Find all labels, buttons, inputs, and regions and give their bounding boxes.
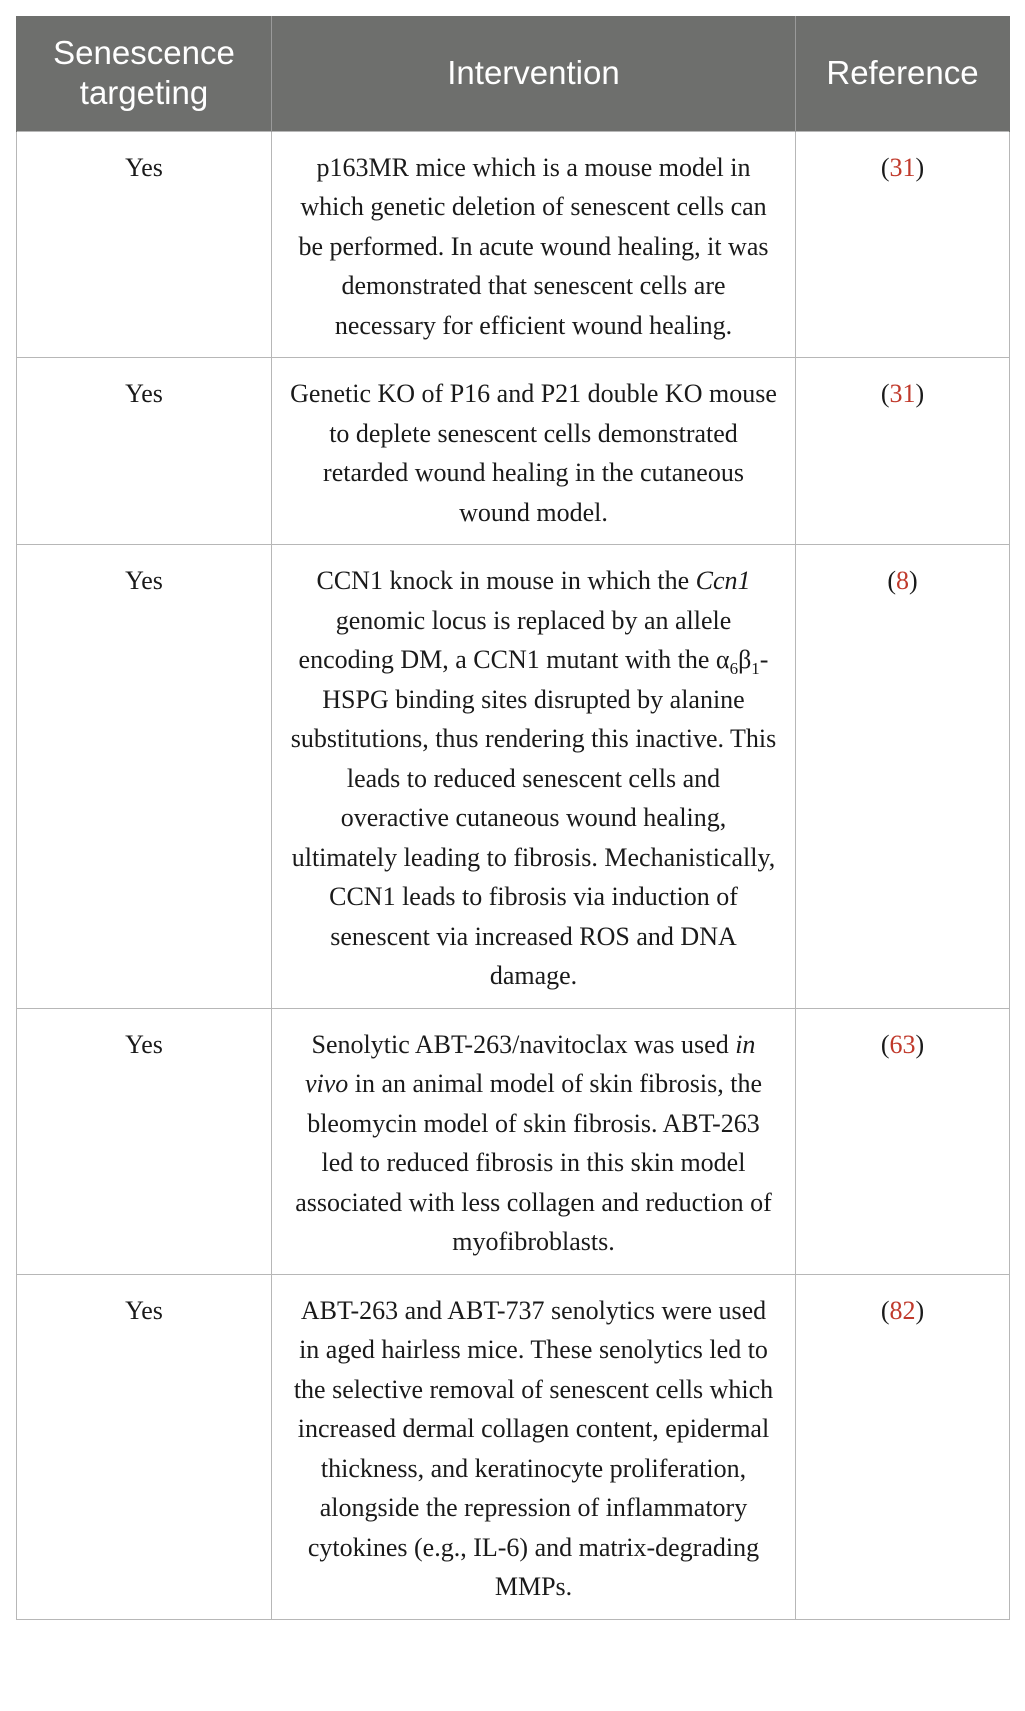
reference-close-paren: ) (915, 379, 925, 408)
targeting-cell: Yes (17, 1274, 272, 1619)
reference-close-paren: ) (915, 1295, 925, 1325)
intervention-text: in an animal model of skin fibrosis, the bleomycin model of skin fibrosis. ABT-263 led to reduced fibrosis in this skin model associated with less collagen and reduction of myofibroblasts. (295, 1069, 772, 1256)
reference-link[interactable]: 31 (889, 152, 916, 182)
reference-cell (796, 545, 1010, 1009)
intervention-cell (272, 1008, 796, 1274)
reference-cell (796, 358, 1010, 545)
targeting-cell: Yes (17, 545, 272, 1009)
subscript: 6 (729, 659, 739, 678)
reference-link[interactable]: 82 (889, 1295, 916, 1325)
reference-open-paren: ( (887, 566, 896, 595)
header-reference: Reference (796, 16, 1010, 131)
intervention-text: CCN1 knock in mouse in which the (316, 566, 696, 595)
intervention-cell: p163MR mice which is a mouse model in which genetic deletion of senescent cells can be performed. In acute wound healing, it was demonstrated that senescent cells are necessary for efficient wound healing. (272, 131, 796, 358)
reference-cell (796, 1274, 1010, 1619)
table-row (17, 1274, 1010, 1619)
reference-open-paren: ( (880, 1029, 890, 1059)
reference-link[interactable]: 31 (889, 379, 916, 408)
intervention-text: -HSPG binding sites disrupted by alanine substitutions, thus rendering this inactive. This leads to reduced senescent cells and overactive cutaneous wound healing, ultimately leading to fibrosis. Mechanistically, CCN1 leads to fibrosis via induction of senescent via increased ROS and DNA damage. (290, 645, 777, 990)
intervention-text: genomic locus is replaced by an allele encoding DM, a CCN1 mutant with the α (298, 605, 732, 674)
reference-open-paren: ( (880, 1295, 890, 1325)
table-body (17, 131, 1010, 1619)
reference-open-paren: ( (880, 379, 890, 408)
intervention-cell: Genetic KO of P16 and P21 double KO mouse to deplete senescent cells demonstrated retarded wound healing in the cutaneous wound model. (272, 358, 796, 545)
intervention-text: β (738, 645, 752, 674)
intervention-cell: ABT-263 and ABT-737 senolytics were used in aged hairless mice. These senolytics led to the selective removal of senescent cells which increased dermal collagen content, epidermal thickness, and keratinocyte proliferation, alongside the repression of inflammatory cytokines (e.g., IL-6) and matrix-degrading MMPs. (272, 1274, 796, 1619)
intervention-text: Senolytic ABT-263/navitoclax was used (311, 1029, 736, 1059)
header-intervention: Intervention (272, 16, 796, 131)
table-row (17, 1008, 1010, 1274)
reference-cell (796, 1008, 1010, 1274)
latin-phrase-italic: in vivo (304, 1029, 756, 1098)
gene-name-italic: Ccn1 (695, 566, 751, 595)
table-header (17, 16, 1010, 131)
reference-close-paren: ) (915, 1029, 925, 1059)
reference-link[interactable]: 8 (896, 566, 909, 595)
reference-close-paren: ) (915, 152, 925, 182)
table-row (17, 358, 1010, 545)
reference-link[interactable]: 63 (889, 1029, 916, 1059)
targeting-cell: Yes (17, 1008, 272, 1274)
reference-open-paren: ( (880, 152, 890, 182)
header-senescence-targeting: Senescence targeting (17, 16, 272, 131)
reference-cell (796, 131, 1010, 358)
header-row (17, 16, 1010, 131)
reference-close-paren: ) (909, 566, 918, 595)
intervention-cell (272, 545, 796, 1009)
targeting-cell: Yes (17, 358, 272, 545)
table-row (17, 131, 1010, 358)
table-row (17, 545, 1010, 1009)
subscript: 1 (751, 659, 760, 678)
targeting-cell: Yes (17, 131, 272, 358)
senescence-table (16, 16, 1010, 1620)
